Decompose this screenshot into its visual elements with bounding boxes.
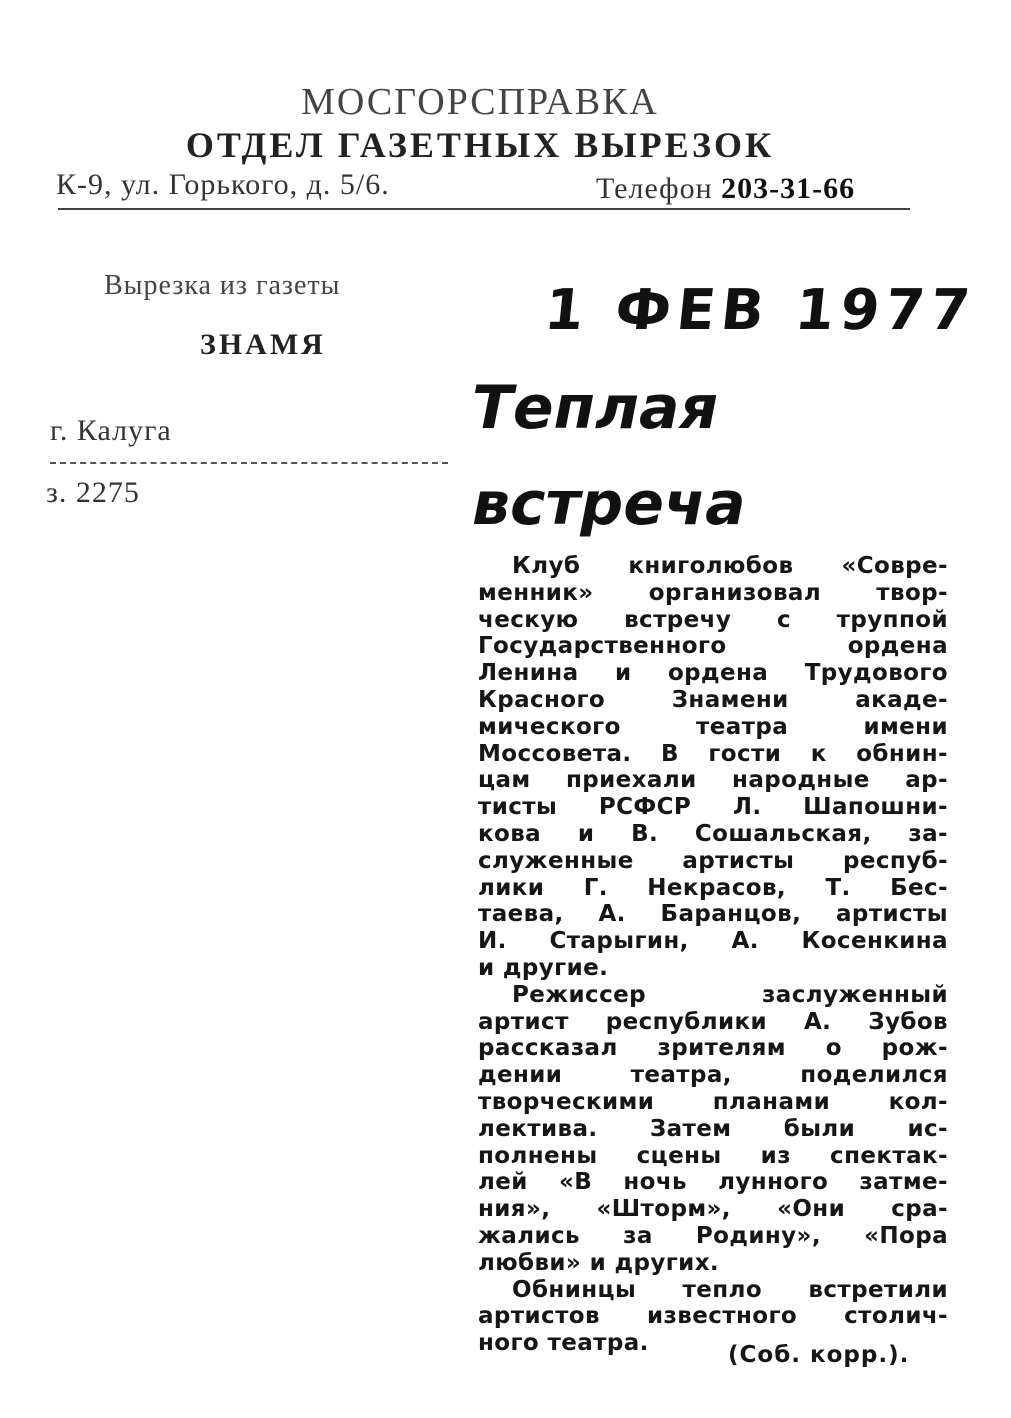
article-line: Моссовета. В гости к обнин- (478, 740, 948, 767)
article-line: лей «В ночь лунного затме- (478, 1169, 948, 1196)
article-line: рассказал зрителям о рож- (478, 1035, 948, 1062)
article-line: кова и В. Сошальская, за- (478, 820, 948, 847)
article-line: Государственного ордена (478, 633, 948, 660)
article-line: Обнинцы тепло встретили (512, 1276, 948, 1303)
article-line: служенные артисты респуб- (478, 847, 948, 874)
article-line: ного театра. (478, 1330, 649, 1357)
city: г. Калуга (50, 414, 172, 447)
article-line: мического театра имени (478, 713, 948, 740)
address: К-9, ул. Горького, д. 5/6. (56, 168, 390, 201)
article-title-line-1: Теплая (472, 373, 719, 443)
article-line: лектива. Затем были ис- (478, 1115, 948, 1142)
article-title-line-2: встреча (472, 469, 746, 539)
phone (596, 172, 855, 206)
article-line: артист республики А. Зубов (478, 1008, 948, 1035)
article-line: жались за Родину», «Пора (478, 1222, 948, 1249)
article-line: дении театра, поделился (478, 1062, 948, 1089)
header-divider (58, 208, 910, 210)
article-line: менник» организовал твор- (478, 579, 948, 606)
article-line: ческую встречу с труппой (478, 606, 948, 633)
article-line: таева, А. Баранцов, артисты (478, 901, 948, 928)
article-line: творческими планами кол- (478, 1088, 948, 1115)
clipping-divider (50, 462, 448, 464)
article-signature: (Соб. корр.). (728, 1342, 910, 1368)
article-line: И. Старыгин, А. Косенкина (478, 928, 948, 955)
phone-label: Телефон (596, 172, 713, 205)
department-name: ОТДЕЛ ГАЗЕТНЫХ ВЫРЕЗОК (185, 125, 775, 165)
article-line: Ленина и ордена Трудового (478, 660, 948, 687)
article-line: и другие. (478, 954, 609, 981)
article-line: любви» и других. (478, 1249, 720, 1276)
organization-name: МОСГОРСПРАВКА (301, 81, 659, 123)
article-line: ния», «Шторм», «Они сра- (478, 1196, 948, 1223)
order-number: з. 2275 (46, 476, 140, 509)
clipping-label: Вырезка из газеты (104, 270, 341, 301)
article-title (472, 360, 746, 552)
article-line: Красного Знамени акаде- (478, 686, 948, 713)
article-line: тисты РСФСР Л. Шапошни- (478, 794, 948, 821)
article-line: лики Г. Некрасов, Т. Бес- (478, 874, 948, 901)
phone-number: 203-31-66 (721, 172, 856, 205)
newspaper-name: ЗНАМЯ (200, 328, 326, 361)
article-body (478, 553, 948, 1357)
article-line: артистов известного столич- (478, 1303, 948, 1330)
date-stamp: 1 ФЕВ 1977 (541, 278, 979, 343)
article-line: Режиссер заслуженный (512, 981, 948, 1008)
article-line: полнены сцены из спектак- (478, 1142, 948, 1169)
article-line: Клуб книголюбов «Совре- (512, 553, 948, 579)
article-line: цам приехали народные ар- (478, 767, 948, 794)
